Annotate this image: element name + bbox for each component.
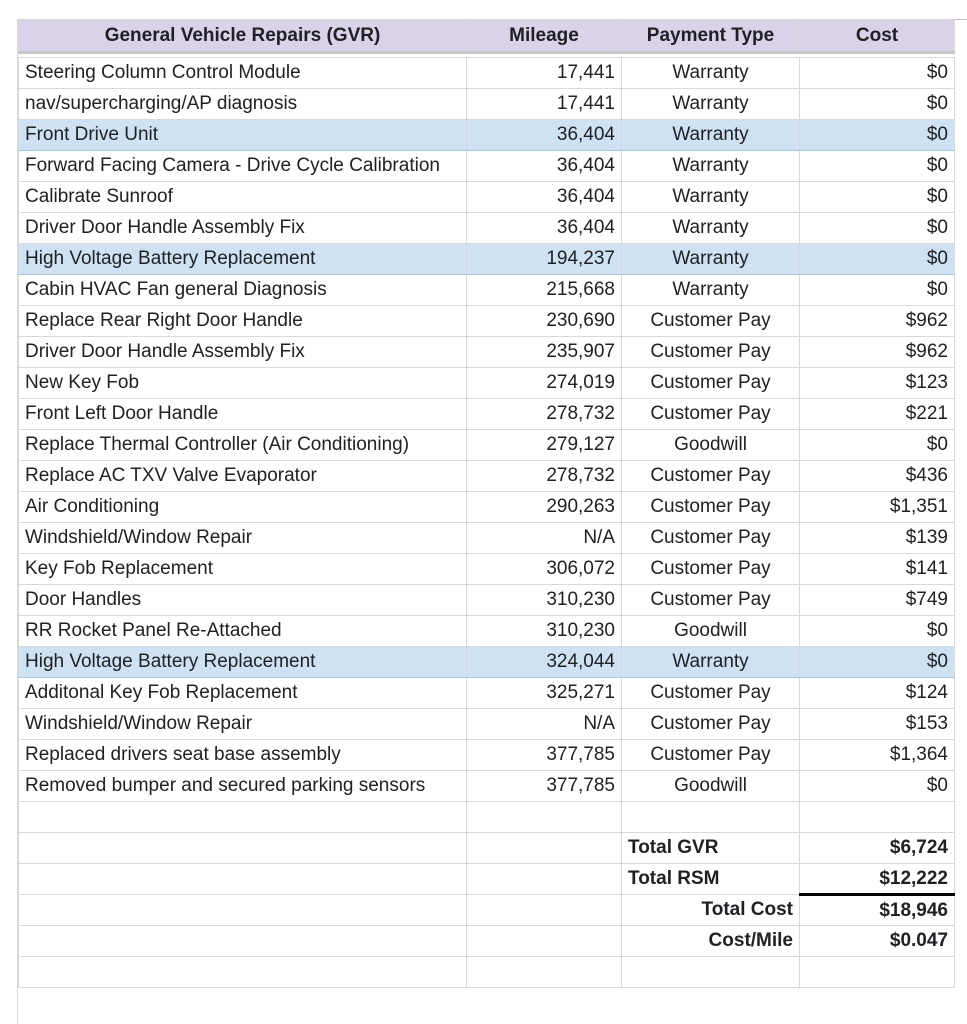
- row-description[interactable]: Steering Column Control Module: [19, 58, 467, 89]
- row-description[interactable]: Door Handles: [19, 585, 467, 616]
- row-payment-type[interactable]: Goodwill: [622, 771, 800, 802]
- row-cost[interactable]: $1,351: [800, 492, 955, 523]
- row-description[interactable]: Additonal Key Fob Replacement: [19, 678, 467, 709]
- table-row: [19, 554, 955, 585]
- row-mileage[interactable]: 306,072: [467, 554, 622, 585]
- blank-row: [19, 957, 955, 988]
- row-payment-type[interactable]: Warranty: [622, 244, 800, 275]
- row-description[interactable]: RR Rocket Panel Re-Attached: [19, 616, 467, 647]
- row-description[interactable]: Front Left Door Handle: [19, 399, 467, 430]
- row-payment-type[interactable]: Warranty: [622, 213, 800, 244]
- column-header-strip: [0, 0, 967, 20]
- total-cost-row: [19, 895, 955, 926]
- row-mileage[interactable]: 17,441: [467, 89, 622, 120]
- row-description[interactable]: Cabin HVAC Fan general Diagnosis: [19, 275, 467, 306]
- row-mileage[interactable]: 377,785: [467, 771, 622, 802]
- row-description[interactable]: Windshield/Window Repair: [19, 523, 467, 554]
- table-row: [19, 182, 955, 213]
- row-description[interactable]: Forward Facing Camera - Drive Cycle Calibration: [19, 151, 467, 182]
- row-payment-type[interactable]: Customer Pay: [622, 554, 800, 585]
- row-mileage[interactable]: N/A: [467, 709, 622, 740]
- row-description[interactable]: Driver Door Handle Assembly Fix: [19, 337, 467, 368]
- row-description[interactable]: Replace Rear Right Door Handle: [19, 306, 467, 337]
- row-description[interactable]: High Voltage Battery Replacement: [19, 647, 467, 678]
- header-mileage[interactable]: Mileage: [467, 20, 622, 53]
- table-row: [19, 678, 955, 709]
- total-cost-label[interactable]: Total Cost: [622, 895, 800, 926]
- row-cost[interactable]: $0: [800, 244, 955, 275]
- row-payment-type[interactable]: Customer Pay: [622, 585, 800, 616]
- row-cost[interactable]: $962: [800, 306, 955, 337]
- row-payment-type[interactable]: Customer Pay: [622, 523, 800, 554]
- cost-per-mile-label[interactable]: Cost/Mile: [622, 926, 800, 957]
- row-payment-type[interactable]: Warranty: [622, 58, 800, 89]
- total-gvr-row: [19, 833, 955, 864]
- row-mileage[interactable]: 290,263: [467, 492, 622, 523]
- row-mileage[interactable]: 279,127: [467, 430, 622, 461]
- row-mileage[interactable]: 215,668: [467, 275, 622, 306]
- row-cost[interactable]: $749: [800, 585, 955, 616]
- repairs-table: [18, 19, 955, 988]
- row-cost[interactable]: $962: [800, 337, 955, 368]
- row-cost[interactable]: $436: [800, 461, 955, 492]
- row-payment-type[interactable]: Customer Pay: [622, 678, 800, 709]
- total-gvr-value[interactable]: $6,724: [800, 833, 955, 864]
- row-mileage[interactable]: 310,230: [467, 585, 622, 616]
- row-cost[interactable]: $0: [800, 430, 955, 461]
- table-row: [19, 430, 955, 461]
- table-row: [19, 647, 955, 678]
- header-description[interactable]: General Vehicle Repairs (GVR): [19, 20, 467, 53]
- row-cost[interactable]: $0: [800, 647, 955, 678]
- row-payment-type[interactable]: Customer Pay: [622, 740, 800, 771]
- row-mileage[interactable]: 230,690: [467, 306, 622, 337]
- table-row: [19, 616, 955, 647]
- row-payment-type[interactable]: Warranty: [622, 120, 800, 151]
- row-mileage[interactable]: 377,785: [467, 740, 622, 771]
- row-cost[interactable]: $0: [800, 771, 955, 802]
- cost-per-mile-row: [19, 926, 955, 957]
- row-mileage[interactable]: 324,044: [467, 647, 622, 678]
- row-cost[interactable]: $141: [800, 554, 955, 585]
- table-row: [19, 244, 955, 275]
- row-mileage[interactable]: 36,404: [467, 182, 622, 213]
- header-cost[interactable]: Cost: [800, 20, 955, 53]
- row-description[interactable]: Replace AC TXV Valve Evaporator: [19, 461, 467, 492]
- row-cost[interactable]: $0: [800, 616, 955, 647]
- row-payment-type[interactable]: Goodwill: [622, 616, 800, 647]
- table-row: [19, 740, 955, 771]
- row-cost[interactable]: $0: [800, 89, 955, 120]
- total-rsm-label[interactable]: Total RSM: [622, 864, 800, 895]
- total-gvr-label[interactable]: Total GVR: [622, 833, 800, 864]
- row-mileage[interactable]: 278,732: [467, 399, 622, 430]
- row-payment-type[interactable]: Warranty: [622, 275, 800, 306]
- row-mileage[interactable]: 235,907: [467, 337, 622, 368]
- row-payment-type[interactable]: Customer Pay: [622, 461, 800, 492]
- row-description[interactable]: Air Conditioning: [19, 492, 467, 523]
- row-payment-type[interactable]: Goodwill: [622, 430, 800, 461]
- row-description[interactable]: Removed bumper and secured parking sensors: [19, 771, 467, 802]
- table-row: [19, 151, 955, 182]
- row-cost[interactable]: $1,364: [800, 740, 955, 771]
- cost-per-mile-value[interactable]: $0.047: [800, 926, 955, 957]
- table-row: [19, 585, 955, 616]
- row-cost[interactable]: $221: [800, 399, 955, 430]
- row-cost[interactable]: $0: [800, 120, 955, 151]
- row-cost[interactable]: $123: [800, 368, 955, 399]
- header-row: [19, 20, 955, 53]
- row-payment-type[interactable]: Customer Pay: [622, 492, 800, 523]
- row-payment-type[interactable]: Warranty: [622, 647, 800, 678]
- row-payment-type[interactable]: Customer Pay: [622, 337, 800, 368]
- table-row: [19, 492, 955, 523]
- table-row: [19, 275, 955, 306]
- row-mileage[interactable]: 36,404: [467, 151, 622, 182]
- row-payment-type[interactable]: Warranty: [622, 151, 800, 182]
- row-gutter: [0, 19, 18, 1024]
- row-cost[interactable]: $0: [800, 182, 955, 213]
- row-mileage[interactable]: 278,732: [467, 461, 622, 492]
- row-mileage[interactable]: 274,019: [467, 368, 622, 399]
- row-cost[interactable]: $0: [800, 275, 955, 306]
- header-payment-type[interactable]: Payment Type: [622, 20, 800, 53]
- row-mileage[interactable]: 310,230: [467, 616, 622, 647]
- table-row: [19, 120, 955, 151]
- row-payment-type[interactable]: Customer Pay: [622, 306, 800, 337]
- row-payment-type[interactable]: Warranty: [622, 89, 800, 120]
- row-description[interactable]: Driver Door Handle Assembly Fix: [19, 213, 467, 244]
- row-mileage[interactable]: 36,404: [467, 120, 622, 151]
- table-row: [19, 461, 955, 492]
- table-row: [19, 337, 955, 368]
- table-row: [19, 89, 955, 120]
- row-description[interactable]: High Voltage Battery Replacement: [19, 244, 467, 275]
- table-row: [19, 523, 955, 554]
- row-mileage[interactable]: N/A: [467, 523, 622, 554]
- row-description[interactable]: Replaced drivers seat base assembly: [19, 740, 467, 771]
- table-row: [19, 213, 955, 244]
- row-cost[interactable]: $124: [800, 678, 955, 709]
- row-cost[interactable]: $139: [800, 523, 955, 554]
- row-cost[interactable]: $153: [800, 709, 955, 740]
- table-row: [19, 399, 955, 430]
- total-rsm-row: [19, 864, 955, 895]
- table-row: [19, 368, 955, 399]
- row-payment-type[interactable]: Customer Pay: [622, 368, 800, 399]
- row-description[interactable]: Front Drive Unit: [19, 120, 467, 151]
- row-description[interactable]: Calibrate Sunroof: [19, 182, 467, 213]
- table-row: [19, 771, 955, 802]
- row-payment-type[interactable]: Customer Pay: [622, 399, 800, 430]
- row-cost[interactable]: $0: [800, 58, 955, 89]
- total-rsm-value[interactable]: $12,222: [800, 864, 955, 895]
- row-mileage[interactable]: 36,404: [467, 213, 622, 244]
- row-cost[interactable]: $0: [800, 151, 955, 182]
- row-mileage[interactable]: 325,271: [467, 678, 622, 709]
- repair-rows: [19, 58, 955, 802]
- total-cost-value[interactable]: $18,946: [800, 895, 955, 926]
- row-description[interactable]: nav/supercharging/AP diagnosis: [19, 89, 467, 120]
- row-description[interactable]: New Key Fob: [19, 368, 467, 399]
- row-payment-type[interactable]: Customer Pay: [622, 709, 800, 740]
- row-mileage[interactable]: 194,237: [467, 244, 622, 275]
- row-description[interactable]: Windshield/Window Repair: [19, 709, 467, 740]
- row-mileage[interactable]: 17,441: [467, 58, 622, 89]
- table-row: [19, 306, 955, 337]
- table-row: [19, 709, 955, 740]
- row-cost[interactable]: $0: [800, 213, 955, 244]
- blank-row: [19, 802, 955, 833]
- row-description[interactable]: Key Fob Replacement: [19, 554, 467, 585]
- row-payment-type[interactable]: Warranty: [622, 182, 800, 213]
- table-row: [19, 58, 955, 89]
- row-description[interactable]: Replace Thermal Controller (Air Conditioning): [19, 430, 467, 461]
